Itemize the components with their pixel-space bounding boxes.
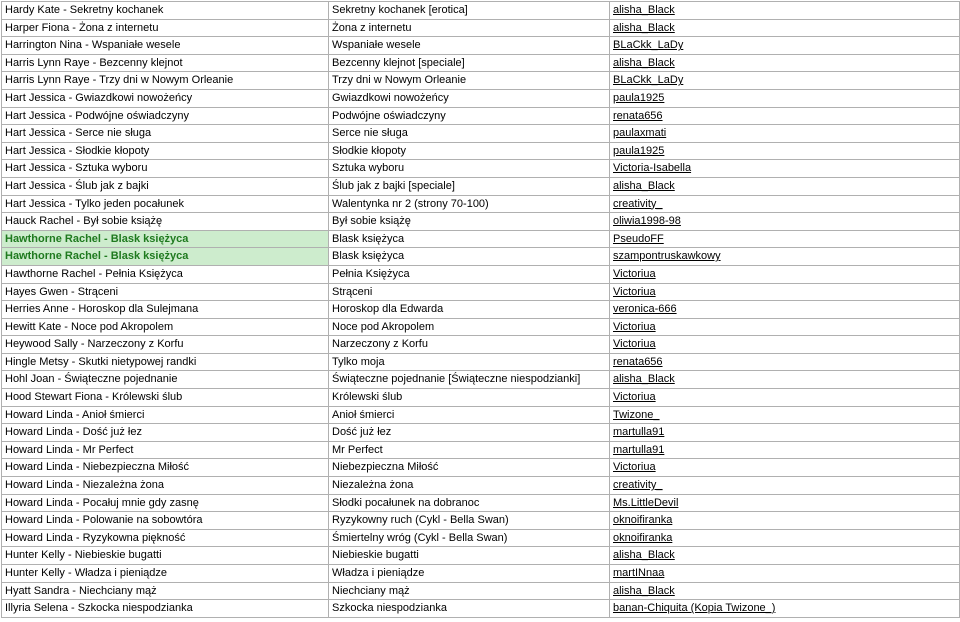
user-link[interactable]: oliwia1998-98 (610, 213, 960, 231)
book-title-cell: Harris Lynn Raye - Bezcenny klejnot (2, 54, 329, 72)
user-link[interactable]: Victoria-Isabella (610, 160, 960, 178)
original-title-cell: Podwójne oświadczyny (329, 107, 610, 125)
original-title-cell: Blask księżyca (329, 230, 610, 248)
user-link[interactable]: creativity_ (610, 195, 960, 213)
user-link[interactable]: Twizone_ (610, 406, 960, 424)
table-row (2, 547, 960, 565)
table-row (2, 248, 960, 266)
table-row (2, 494, 960, 512)
book-title-cell: Hauck Rachel - Był sobie książę (2, 213, 329, 231)
table-row (2, 565, 960, 583)
table-row (2, 89, 960, 107)
original-title-cell: Słodkie kłopoty (329, 142, 610, 160)
original-title-cell: Sekretny kochanek [erotica] (329, 2, 610, 20)
table-row (2, 107, 960, 125)
original-title-cell: Świąteczne pojednanie [Świąteczne niespodzianki] (329, 371, 610, 389)
table-row (2, 424, 960, 442)
user-link[interactable]: banan-Chiquita (Kopia Twizone_) (610, 600, 960, 618)
table-row (2, 371, 960, 389)
original-title-cell: Niebieskie bugatti (329, 547, 610, 565)
user-link[interactable]: szampontruskawkowy (610, 248, 960, 266)
table-row (2, 283, 960, 301)
table-row (2, 160, 960, 178)
book-title-cell: Illyria Selena - Szkocka niespodzianka (2, 600, 329, 618)
original-title-cell: Słodki pocałunek na dobranoc (329, 494, 610, 512)
user-link[interactable]: Victoriua (610, 265, 960, 283)
user-link[interactable]: BLaCkk_LaDy (610, 37, 960, 55)
user-link[interactable]: Ms.LittleDevil (610, 494, 960, 512)
book-title-cell: Howard Linda - Polowanie na sobowtóra (2, 512, 329, 530)
user-link[interactable]: paulaxmati (610, 125, 960, 143)
user-link[interactable]: BLaCkk_LaDy (610, 72, 960, 90)
user-link[interactable]: renata656 (610, 353, 960, 371)
original-title-cell: Władza i pieniądze (329, 565, 610, 583)
original-title-cell: Niebezpieczna Miłość (329, 459, 610, 477)
user-link[interactable]: oknoifiranka (610, 529, 960, 547)
user-link[interactable]: Victoriua (610, 389, 960, 407)
book-title-cell: Hart Jessica - Gwiazdkowi nowożeńcy (2, 89, 329, 107)
user-link[interactable]: PseudoFF (610, 230, 960, 248)
user-link[interactable]: alisha_Black (610, 2, 960, 20)
user-link[interactable]: veronica-666 (610, 301, 960, 319)
table-row (2, 318, 960, 336)
original-title-cell: Bezcenny klejnot [speciale] (329, 54, 610, 72)
original-title-cell: Noce pod Akropolem (329, 318, 610, 336)
book-title-cell: Hewitt Kate - Noce pod Akropolem (2, 318, 329, 336)
table-row (2, 19, 960, 37)
original-title-cell: Królewski ślub (329, 389, 610, 407)
user-link[interactable]: creativity_ (610, 477, 960, 495)
book-title-cell: Howard Linda - Niezależna żona (2, 477, 329, 495)
original-title-cell: Śmiertelny wróg (Cykl - Bella Swan) (329, 529, 610, 547)
user-link[interactable]: Victoriua (610, 283, 960, 301)
original-title-cell: Dość już łez (329, 424, 610, 442)
original-title-cell: Wspaniałe wesele (329, 37, 610, 55)
original-title-cell: Tylko moja (329, 353, 610, 371)
user-link[interactable]: Victoriua (610, 336, 960, 354)
table-row (2, 265, 960, 283)
user-link[interactable]: alisha_Black (610, 371, 960, 389)
original-title-cell: Niechciany mąż (329, 582, 610, 600)
original-title-cell: Serce nie sługa (329, 125, 610, 143)
book-title-cell: Harrington Nina - Wspaniałe wesele (2, 37, 329, 55)
book-title-cell: Harris Lynn Raye - Trzy dni w Nowym Orleanie (2, 72, 329, 90)
user-link[interactable]: oknoifiranka (610, 512, 960, 530)
book-title-cell: Herries Anne - Horoskop dla Sulejmana (2, 301, 329, 319)
book-title-cell: Hart Jessica - Sztuka wyboru (2, 160, 329, 178)
user-link[interactable]: alisha_Black (610, 582, 960, 600)
book-title-cell: Hawthorne Rachel - Pełnia Księżyca (2, 265, 329, 283)
table-row (2, 441, 960, 459)
original-title-cell: Narzeczony z Korfu (329, 336, 610, 354)
spreadsheet-body (2, 2, 960, 618)
book-title-cell: Howard Linda - Dość już łez (2, 424, 329, 442)
table-row (2, 2, 960, 20)
spreadsheet-table (1, 1, 960, 618)
book-title-cell: Hart Jessica - Serce nie sługa (2, 125, 329, 143)
book-title-cell: Hart Jessica - Słodkie kłopoty (2, 142, 329, 160)
original-title-cell: Pełnia Księżyca (329, 265, 610, 283)
table-row (2, 213, 960, 231)
user-link[interactable]: renata656 (610, 107, 960, 125)
table-row (2, 177, 960, 195)
book-title-cell: Hawthorne Rachel - Blask księżyca (2, 248, 329, 266)
original-title-cell: Blask księżyca (329, 248, 610, 266)
book-title-cell: Howard Linda - Anioł śmierci (2, 406, 329, 424)
user-link[interactable]: alisha_Black (610, 177, 960, 195)
book-title-cell: Hawthorne Rachel - Blask księżyca (2, 230, 329, 248)
table-row (2, 230, 960, 248)
table-row (2, 600, 960, 618)
table-row (2, 195, 960, 213)
book-title-cell: Hood Stewart Fiona - Królewski ślub (2, 389, 329, 407)
book-title-cell: Hart Jessica - Tylko jeden pocałunek (2, 195, 329, 213)
book-title-cell: Hunter Kelly - Władza i pieniądze (2, 565, 329, 583)
table-row (2, 389, 960, 407)
table-row (2, 72, 960, 90)
book-title-cell: Hingle Metsy - Skutki nietypowej randki (2, 353, 329, 371)
original-title-cell: Ryzykowny ruch (Cykl - Bella Swan) (329, 512, 610, 530)
original-title-cell: Trzy dni w Nowym Orleanie (329, 72, 610, 90)
user-link[interactable]: alisha_Black (610, 19, 960, 37)
table-row (2, 459, 960, 477)
book-title-cell: Hart Jessica - Podwójne oświadczyny (2, 107, 329, 125)
original-title-cell: Horoskop dla Edwarda (329, 301, 610, 319)
table-row (2, 54, 960, 72)
user-link[interactable]: paula1925 (610, 142, 960, 160)
user-link[interactable]: Victoriua (610, 318, 960, 336)
book-title-cell: Hohl Joan - Świąteczne pojednanie (2, 371, 329, 389)
table-row (2, 142, 960, 160)
user-link[interactable]: martINnaa (610, 565, 960, 583)
original-title-cell: Gwiazdkowi nowożeńcy (329, 89, 610, 107)
book-title-cell: Hardy Kate - Sekretny kochanek (2, 2, 329, 20)
table-row (2, 353, 960, 371)
user-link[interactable]: martulla91 (610, 441, 960, 459)
book-title-cell: Howard Linda - Mr Perfect (2, 441, 329, 459)
original-title-cell: Mr Perfect (329, 441, 610, 459)
table-row (2, 512, 960, 530)
book-title-cell: Hayes Gwen - Strąceni (2, 283, 329, 301)
table-row (2, 336, 960, 354)
book-title-cell: Harper Fiona - Żona z internetu (2, 19, 329, 37)
original-title-cell: Anioł śmierci (329, 406, 610, 424)
table-row (2, 529, 960, 547)
original-title-cell: Szkocka niespodzianka (329, 600, 610, 618)
table-row (2, 582, 960, 600)
original-title-cell: Strąceni (329, 283, 610, 301)
book-title-cell: Howard Linda - Ryzykowna piękność (2, 529, 329, 547)
original-title-cell: Był sobie książę (329, 213, 610, 231)
original-title-cell: Sztuka wyboru (329, 160, 610, 178)
table-row (2, 37, 960, 55)
table-row (2, 406, 960, 424)
book-title-cell: Hunter Kelly - Niebieskie bugatti (2, 547, 329, 565)
table-row (2, 477, 960, 495)
original-title-cell: Niezależna żona (329, 477, 610, 495)
original-title-cell: Walentynka nr 2 (strony 70-100) (329, 195, 610, 213)
user-link[interactable]: Victoriua (610, 459, 960, 477)
user-link[interactable]: alisha_Black (610, 547, 960, 565)
book-title-cell: Howard Linda - Pocałuj mnie gdy zasnę (2, 494, 329, 512)
book-title-cell: Howard Linda - Niebezpieczna Miłość (2, 459, 329, 477)
original-title-cell: Ślub jak z bajki [speciale] (329, 177, 610, 195)
user-link[interactable]: paula1925 (610, 89, 960, 107)
table-row (2, 125, 960, 143)
book-title-cell: Heywood Sally - Narzeczony z Korfu (2, 336, 329, 354)
table-row (2, 301, 960, 319)
user-link[interactable]: alisha_Black (610, 54, 960, 72)
user-link[interactable]: martulla91 (610, 424, 960, 442)
original-title-cell: Żona z internetu (329, 19, 610, 37)
book-title-cell: Hart Jessica - Ślub jak z bajki (2, 177, 329, 195)
book-title-cell: Hyatt Sandra - Niechciany mąż (2, 582, 329, 600)
